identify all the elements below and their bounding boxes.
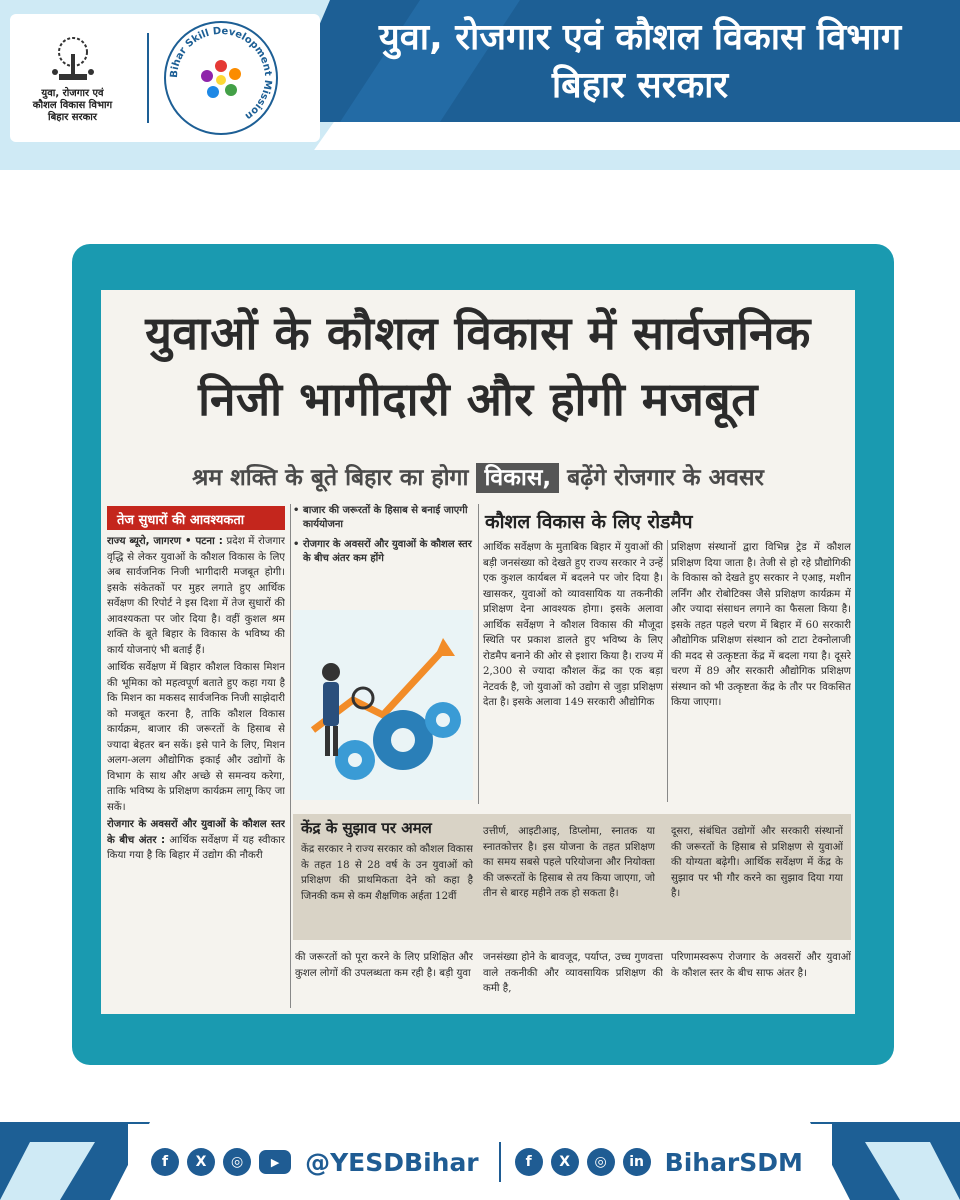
box-column-1: केंद्र सरकार ने राज्य सरकार को कौशल विकास के तहत 18 से 28 वर्ष के उन युवाओं को प्रशिक्षण की प्राथमिकता देने को कहा है जिनकी कम से कम शैक्षणिक अर्हता 12वीं [301, 844, 473, 902]
box-column-3: दूसरा, संबंधित उद्योगों और सरकारी संस्थानों की जरूरतों के हिसाब से प्रशिक्षण से युवाओं की योग्यता बढ़ेगी। आर्थिक सर्वेक्षण में केंद्र के सुझाव पर भी गौर करने का सुझाव दिया गया है। [671, 826, 843, 899]
department-logo-text-2: कौशल विकास विभाग [32, 100, 113, 111]
department-logo-text-3: बिहार सरकार [48, 112, 97, 123]
footer [0, 1122, 960, 1200]
logo-panel [10, 14, 320, 142]
x-icon[interactable]: X [187, 1148, 215, 1176]
newspaper-clipping [101, 290, 855, 1014]
handle-yesdbihar[interactable]: @YESDBihar [305, 1147, 479, 1177]
column-1 [107, 534, 285, 1008]
column-4: प्रशिक्षण संस्थानों द्वारा विभिन्न ट्रेड में कौशल प्रशिक्षण दिया जाता है। तेजी से हो रहे प्रौद्योगिकी के विकास को देखते हुए सरकार ने एआइ, मशीन लर्निंग और रोबोटिक्स जैसे प्रशिक्षण कार्यक्रम में और ज्यादा संसाधन लगाने का फैसला किया है। इसके तहत पहले चरण में बिहार में 60 सरकारी औद्योगिक प्रशिक्षण संस्थान को टाटा टेक्नोलाजी की मदद से उत्कृष्टता केंद्र में बदला गया है। दूसरे चरण में 89 और सरकारी औद्योगिक प्रशिक्षण संस्थान को भी उत्कृष्टता केंद्र के तौर पर विकसित किया जाएगा। [671, 542, 851, 708]
social-bar [128, 1124, 832, 1200]
bullet-item: • बाजार की जरूरतों के हिसाब से बनाई जाएगी कार्ययोजना [293, 505, 468, 530]
col1-subtitle: रोजगार के अवसरों और युवाओं के कौशल स्तर के बीच अंतर : [107, 819, 285, 846]
col1-paragraph-3: आर्थिक सर्वेक्षण में यह स्वीकार किया गया है कि बिहार में उद्योग की नौकरी [107, 834, 285, 861]
linkedin-icon[interactable]: in [623, 1148, 651, 1176]
header-title [330, 14, 950, 110]
section-tag: तेज सुधारों की आवश्यकता [107, 506, 285, 530]
column-rule [667, 540, 668, 802]
bottom-column-3: जनसंख्या होने के बावजूद, पर्याप्त, उच्च गुणवत्ता वाले तकनीकी और व्यावसायिक प्रशिक्षण की कमी है, [483, 952, 663, 994]
headline-line2: निजी भागीदारी और होगी मजबूत [198, 372, 758, 426]
highlight-bullets [293, 504, 473, 572]
headline [101, 300, 855, 432]
box-title: केंद्र के सुझाव पर अमल [301, 819, 432, 837]
logo-divider [147, 33, 149, 123]
instagram-icon[interactable]: ◎ [587, 1148, 615, 1176]
roadmap-title: कौशल विकास के लिए रोडमैप [485, 511, 693, 533]
header [0, 0, 960, 170]
col1-paragraph-1: प्रदेश में रोजगार वृद्धि से लेकर युवाओं के कौशल विकास के लिए अब सार्वजनिक निजी भागीदारी मजबूत होगी। इसके संकेतकों पर मुहर लगाते हुए आर्थिक सर्वेक्षण की रिपोर्ट ने इस दिशा में तेज सुधारों की आवश्यकता पर जोर दिया है। वहीं कुशल श्रम शक्ति के बूते बिहार के विकास के भविष्य की कार्य योजनाएं भी बताई हैं। [107, 536, 285, 656]
headline-line1: युवाओं के कौशल विकास में सार्वजनिक [145, 306, 811, 360]
box-column-2: उत्तीर्ण, आइटीआइ, डिप्लोमा, स्नातक या स्नातकोत्तर है। इस योजना के तहत प्रशिक्षण का समय सबसे पहले परियोजना और नियोक्ता की जरूरतों के हिसाब से तय किया जाएगा, जो तीन से बारह महीने तक हो सकता है। [483, 826, 655, 899]
dateline: राज्य ब्यूरो, जागरण • पटना : [107, 536, 223, 547]
handle-biharsdm[interactable]: BiharSDM [664, 1147, 803, 1177]
bottom-column-2: की जरूरतों को पूरा करने के लिए प्रशिक्षित और कुशल लोगों की उपलब्धता कम रही है। बड़ी युवा [295, 952, 473, 979]
subhead-before: श्रम शक्ति के बूते बिहार का होगा [192, 465, 469, 491]
facebook-icon[interactable]: f [151, 1148, 179, 1176]
bsdm-logo [161, 18, 281, 138]
header-title-line1: युवा, रोजगार एवं कौशल विकास विभाग [378, 17, 902, 58]
column-3: आर्थिक सर्वेक्षण के मुताबिक बिहार में युवाओं की बड़ी जनसंख्या को देखते हुए राज्य सरकार ने उन्हें एक कुशल कार्यबल में बदलने पर जोर दिया है। खासकर, युवाओं को व्यावसायिक या तकनीकी प्रशिक्षण देना आवश्यक होगा। इसके अलावा आर्थिक सर्वेक्षण ने कौशल विकास की मौजूदा स्थिति पर प्रकाश डालते हुए भविष्य के लिए रोडमैप बनाने की ओर से इशारा किया है। राज्य में 2,300 से ज्यादा कौशल केंद्र का एक बड़ा नेटवर्क है, जो युवाओं को उद्योग से जुड़ा प्रशिक्षण देता है। इसके अलावा 149 सरकारी औद्योगिक [483, 542, 663, 708]
suggestion-box [293, 814, 851, 940]
department-logo [10, 19, 135, 137]
col1-paragraph-2: आर्थिक सर्वेक्षण में बिहार कौशल विकास मिशन की भूमिका को महत्वपूर्ण बताते हुए कहा गया है कि मिशन का मकसद सार्वजनिक निजी साझेदारी को मजबूत करना है, ताकि कौशल विकास कार्यक्रम, बाजार की जरूरतों के हिसाब से ज्यादा बेहतर बन सकें। इसे पाने के लिए, मिशन अलग-अलग औद्योगिक इकाई और उद्योगों के विभाग के साथ और अच्छे से समन्वय करेगा, ताकि भविष्य के प्रशिक्षण कार्यक्रम लागू किए जा सकें। [107, 662, 285, 813]
subhead-highlight: विकास, [476, 463, 559, 493]
footer-divider [499, 1142, 501, 1182]
bottom-column-4: परिणामस्वरूप रोजगार के अवसरों और युवाओं के कौशल स्तर के बीच साफ अंतर है। [671, 952, 851, 979]
instagram-icon[interactable]: ◎ [223, 1148, 251, 1176]
youtube-icon[interactable]: ▶ [259, 1150, 291, 1174]
x-icon[interactable]: X [551, 1148, 579, 1176]
subhead-after: बढ़ेंगे रोजगार के अवसर [567, 465, 764, 491]
column-rule [478, 504, 479, 804]
skill-development-illustration [293, 610, 473, 800]
subheadline [101, 460, 855, 492]
bodhi-tree-emblem-icon [45, 32, 101, 88]
department-logo-text-1: युवा, रोजगार एवं [41, 88, 104, 99]
header-title-line2: बिहार सरकार [551, 65, 729, 106]
bsdm-ring-text: Bihar Skill Development Mission [168, 25, 274, 122]
bullet-item: • रोजगार के अवसरों और युवाओं के कौशल स्तर के बीच अंतर कम होंगे [293, 539, 472, 564]
facebook-icon[interactable]: f [515, 1148, 543, 1176]
column-rule [290, 504, 291, 1008]
